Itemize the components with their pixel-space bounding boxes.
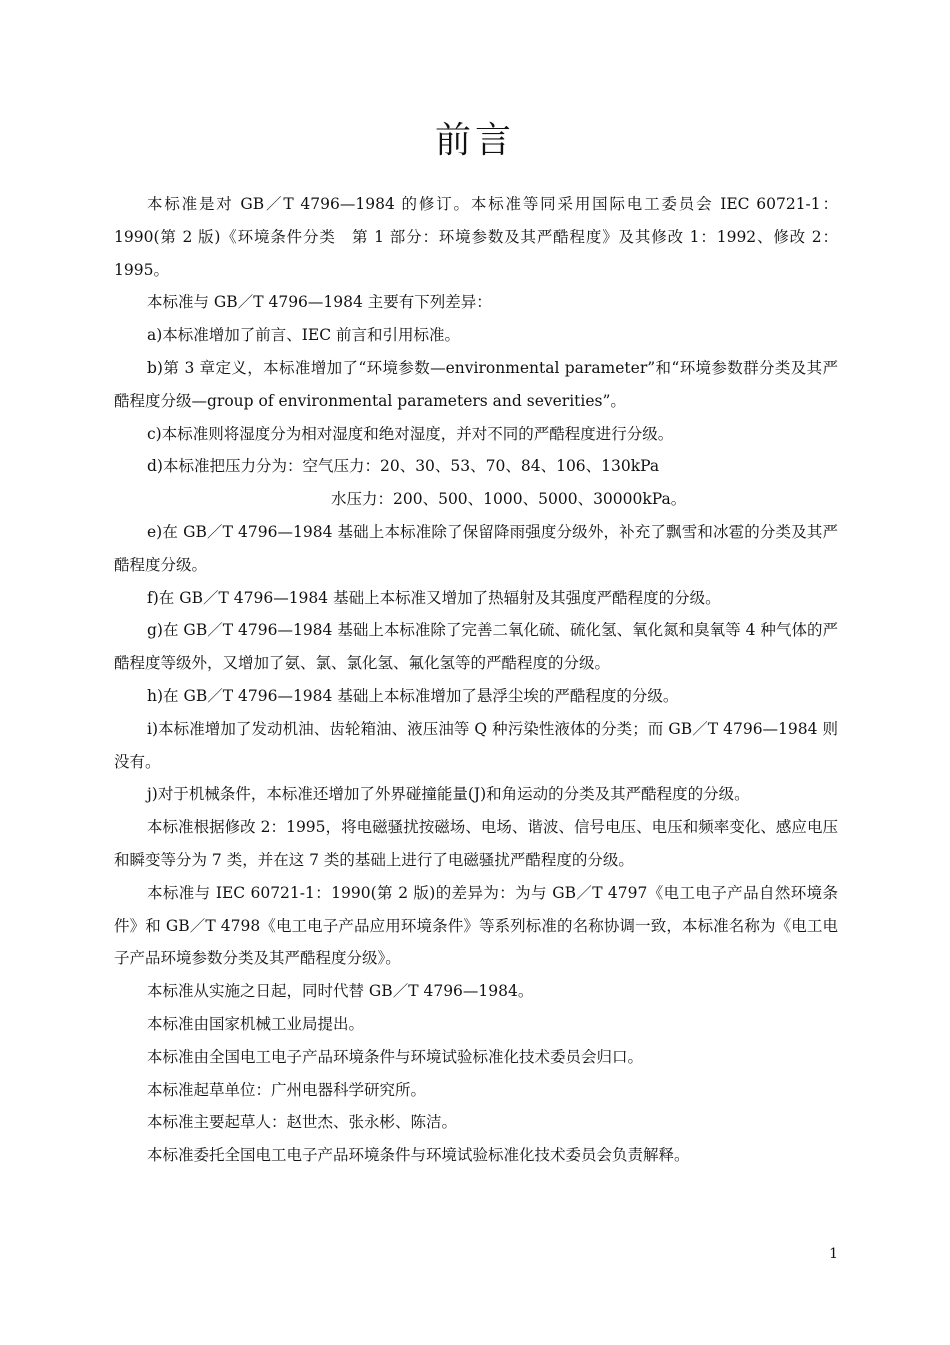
list-item: a)本标准增加了前言、IEC 前言和引用标准。 xyxy=(147,326,461,345)
document-body xyxy=(114,188,838,1172)
paragraph: 本标准与 GB／T 4796—1984 主要有下列差异： xyxy=(147,293,492,312)
list-item-continuation: 水压力：200、500、1000、5000、30000kPa。 xyxy=(331,490,687,509)
paragraph: 本标准从实施之日起，同时代替 GB／T 4796—1984。 xyxy=(147,982,534,1001)
paragraph: 本标准由全国电工电子产品环境条件与环境试验标准化技术委员会归口。 xyxy=(147,1047,644,1066)
list-item: b)第 3 章定义，本标准增加了“环境参数—environmental parameter”和“环境参数群分类及其严酷程度分级—group of environmental parameters and severities”。 xyxy=(114,358,838,410)
paragraph: 本标准委托全国电工电子产品环境条件与环境试验标准化技术委员会负责解释。 xyxy=(147,1146,690,1165)
list-item: f)在 GB／T 4796—1984 基础上本标准又增加了热辐射及其强度严酷程度的分级。 xyxy=(147,588,721,607)
list-item: i)本标准增加了发动机油、齿轮箱油、液压油等 Q 种污染性液体的分类；而 GB／T 4796—1984 则没有。 xyxy=(114,719,838,771)
paragraph: 本标准根据修改 2：1995，将电磁骚扰按磁场、电场、谐波、信号电压、电压和频率变化、感应电压和瞬变等分为 7 类，并在这 7 类的基础上进行了电磁骚扰严酷程度的分级。 xyxy=(114,818,838,869)
list-item: j)对于机械条件，本标准还增加了外界碰撞能量(J)和角运动的分类及其严酷程度的分级。 xyxy=(147,785,750,804)
list-item: d)本标准把压力分为：空气压力：20、30、53、70、84、106、130kPa xyxy=(147,457,660,476)
list-item: c)本标准则将湿度分为相对湿度和绝对湿度，并对不同的严酷程度进行分级。 xyxy=(147,424,674,443)
paragraph: 本标准主要起草人：赵世杰、张永彬、陈洁。 xyxy=(147,1113,458,1132)
paragraph: 本标准是对 GB／T 4796—1984 的修订。本标准等同采用国际电工委员会 IEC 60721-1：1990(第 2 版)《环境条件分类 第 1 部分：环境参数及其严酷程度》及其修改 1：1992、修改 2：1995。 xyxy=(114,195,838,279)
paragraph: 本标准与 IEC 60721-1：1990(第 2 版)的差异为：为与 GB／T 4797《电工电子产品自然环境条件》和 GB／T 4798《电工电子产品应用环境条件》等系列标准的名称协调一致，本标准名称为《电工电子产品环境参数分类及其严酷程度分级》。 xyxy=(114,883,838,968)
list-item: g)在 GB／T 4796—1984 基础上本标准除了完善二氧化硫、硫化氢、氧化氮和臭氧等 4 种气体的严酷程度等级外，又增加了氨、氯、氯化氢、氟化氢等的严酷程度的分级。 xyxy=(114,621,838,673)
page-title: 前言 xyxy=(434,120,515,161)
page-number: 1 xyxy=(829,1246,838,1262)
list-item: h)在 GB／T 4796—1984 基础上本标准增加了悬浮尘埃的严酷程度的分级。 xyxy=(147,686,679,705)
list-item: e)在 GB／T 4796—1984 基础上本标准除了保留降雨强度分级外，补充了飘雪和冰雹的分类及其严酷程度分级。 xyxy=(114,522,838,574)
paragraph: 本标准由国家机械工业局提出。 xyxy=(147,1014,365,1033)
paragraph: 本标准起草单位：广州电器科学研究所。 xyxy=(147,1080,427,1099)
